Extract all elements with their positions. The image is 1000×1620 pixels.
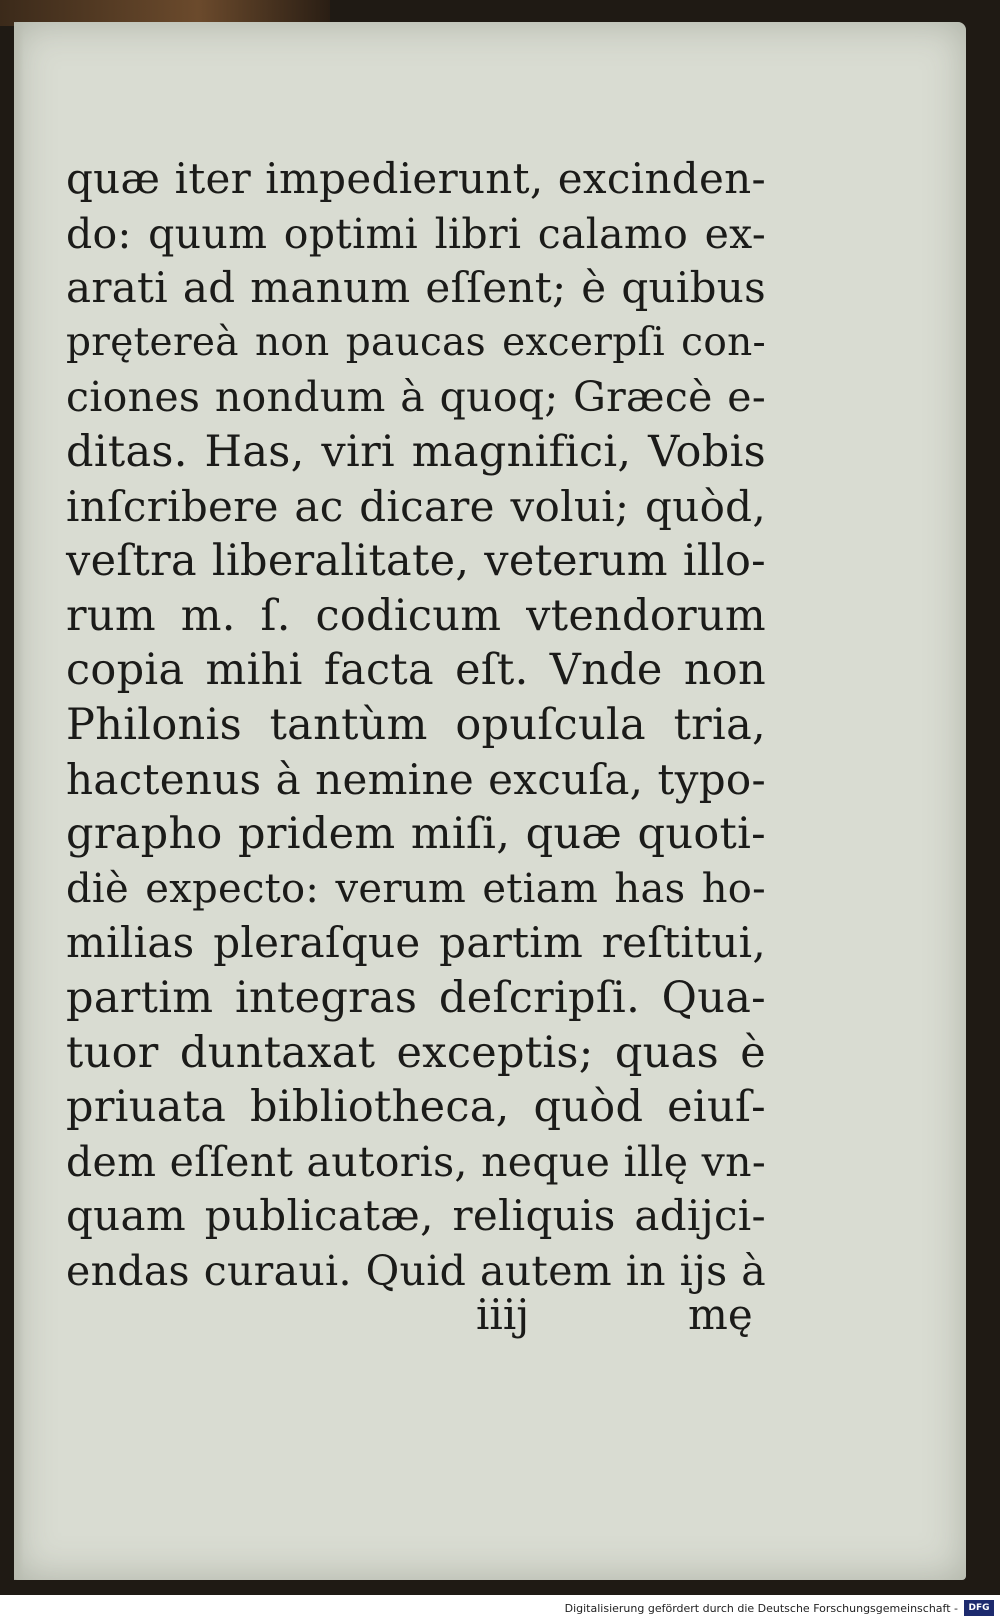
text-line: arati ad manum eſſent; è quibus [66,263,766,313]
funding-credit: Digitalisierung gefördert durch die Deutsche Forschungsgemeinschaft - [564,1602,958,1615]
text-line: do: quum optimi libri calamo ex- [66,209,766,258]
signature-mark: iiij [476,1290,530,1339]
text-line: hactenus à nemine excuſa, typo- [66,754,766,804]
text-line: Philonis tantùm opuſcula tria, [66,699,766,750]
dfg-logo-icon: DFG [964,1600,994,1616]
text-line: quam publicatæ, reliquis adijci- [66,1191,766,1241]
text-line: tuor duntaxat exceptis; quas è [66,1027,766,1078]
text-line: prętereà non paucas excerpſi con- [66,319,766,365]
text-line: priuata bibliotheca, quòd eiuſ- [66,1082,766,1133]
text-line: veſtra liberalitate, veterum illo- [66,536,766,587]
text-line: dem eſſent autoris, neque illę vn- [66,1137,766,1186]
text-line: quæ iter impedierunt, excinden- [66,154,766,203]
page-text [66,152,766,1298]
text-line: diè expecto: verum etiam has ho- [66,865,766,912]
text-line: endas curaui. Quid autem in ijs à [66,1246,766,1295]
text-line: rum m. ſ. codicum vtendorum [66,590,766,641]
text-line: inſcribere ac dicare volui; quòd, [66,481,766,531]
text-line: ditas. Has, viri magnifici, Vobis [66,426,766,477]
text-line: copia mihi facta eſt. Vnde non [66,645,766,696]
text-line: grapho pridem miſi, quæ quoti- [66,809,766,860]
text-line: milias pleraſque partim reſtitui, [66,918,766,968]
text-line: partim integras deſcripſi. Qua- [66,972,766,1023]
text-line: ciones nondum à quoq; Græcè e- [66,373,766,422]
catchword: mę [688,1290,753,1339]
page-gutter-shadow [14,22,24,1580]
